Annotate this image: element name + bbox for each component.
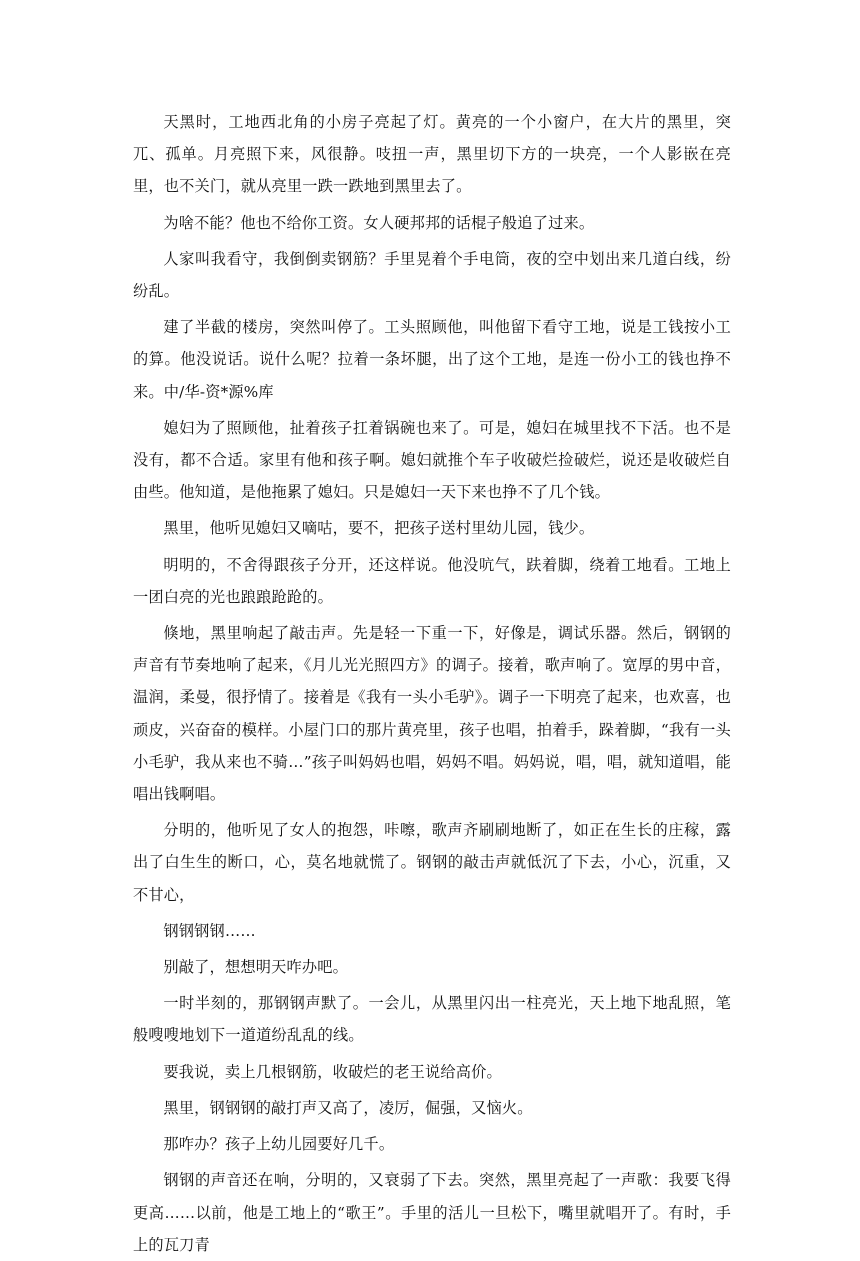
paragraph-11: 别敲了，想想明天咋办吧。 [163,958,349,977]
paragraph-9: 分明的，他听见了女人的抱怨，咔嚓，歌声齐刷刷地断了，如正在生长的庄稼，露出了白生生的断口，心，莫名地就慌了。钢钢的敲击声就低沉了下去，小心，沉重，又不甘心， [133,821,731,904]
paragraph-13: 要我说，卖上几根钢筋，收破烂的老王说给高价。 [163,1062,502,1081]
paragraph-1: 天黑时，工地西北角的小房子亮起了灯。黄亮的一个小窗户，在大片的黑里，突兀、孤单。月亮照下来，风很静。吱扭一声，黑里切下方的一块亮，一个人影嵌在亮里，也不关门，就从亮里一跌一跌地到黑里去了。 [133,113,731,196]
paragraph-15: 那咋办？孩子上幼儿园要好几千。 [163,1135,395,1154]
paragraph-2: 为啥不能？他也不给你工资。女人硬邦邦的话棍子般追了过来。 [163,213,595,232]
paragraph-16: 钢钢的声音还在响，分明的，又衰弱了下去。突然，黑里亮起了一声歌：我要飞得更高……以前，他是工地上的“歌王”。手里的活儿一旦松下，嘴里就唱开了。有时，手上的瓦刀青 [133,1171,731,1254]
paragraph-3: 人家叫我看守，我倒倒卖钢筋？手里晃着个手电筒，夜的空中划出来几道白线，纷纷乱。 [133,249,731,301]
paragraph-8: 倏地，黑里响起了敲击声。先是轻一下重一下，好像是，调试乐器。然后，钢钢的声音有节奏地响了起来，《月儿光光照四方》的调子。接着，歌声响了。宽厚的男中音，温润，柔曼，很抒情了。接着是《我有一头小毛驴》。调子一下明亮了起来，也欢喜，也顽皮，兴奋奋的模样。小屋门口的那片黄亮里，孩子也唱，拍着手，跺着脚，“我有一头小毛驴，我从来也不骑…”孩子叫妈妈也唱，妈妈不唱。妈妈说，唱，唱，就知道唱，能唱出钱啊唱。 [133,624,731,804]
paragraph-6: 黑里，他听见媳妇又嘀咕，要不，把孩子送村里幼儿园，钱少。 [163,519,595,538]
paragraph-7: 明明的，不舍得跟孩子分开，还这样说。他没吭气，趺着脚，绕着工地看。工地上一团白亮的光也踉踉跄跄的。 [133,555,731,606]
paragraph-14: 黑里，钢钢钢的敲打声又高了，凌厉，倔强，又恼火。 [163,1098,533,1117]
paragraph-12: 一时半刻的，那钢钢声默了。一会儿，从黑里闪出一柱亮光，天上地下地乱照，笔般嗖嗖地划下一道道纷乱乱的线。 [133,994,731,1045]
paragraph-5: 媳妇为了照顾他，扯着孩子扛着锅碗也来了。可是，媳妇在城里找不下活。也不是没有，都不合适。家里有他和孩子啊。媳妇就推个车子收破烂捡破烂，说还是收破烂自由些。他知道，是他拖累了媳妇。只是媳妇一天下来也挣不了几个钱。 [133,418,731,502]
paragraph-10: 钢钢钢钢…… [163,921,256,940]
paragraph-4: 建了半截的楼房，突然叫停了。工头照顾他，叫他留下看守工地，说是工钱按小工的算。他没说话。说什么呢？拉着一条坏腿，出了这个工地，是连一份小工的钱也挣不来。中/华-资*源%库 [133,318,731,401]
article-body [133,106,731,1261]
